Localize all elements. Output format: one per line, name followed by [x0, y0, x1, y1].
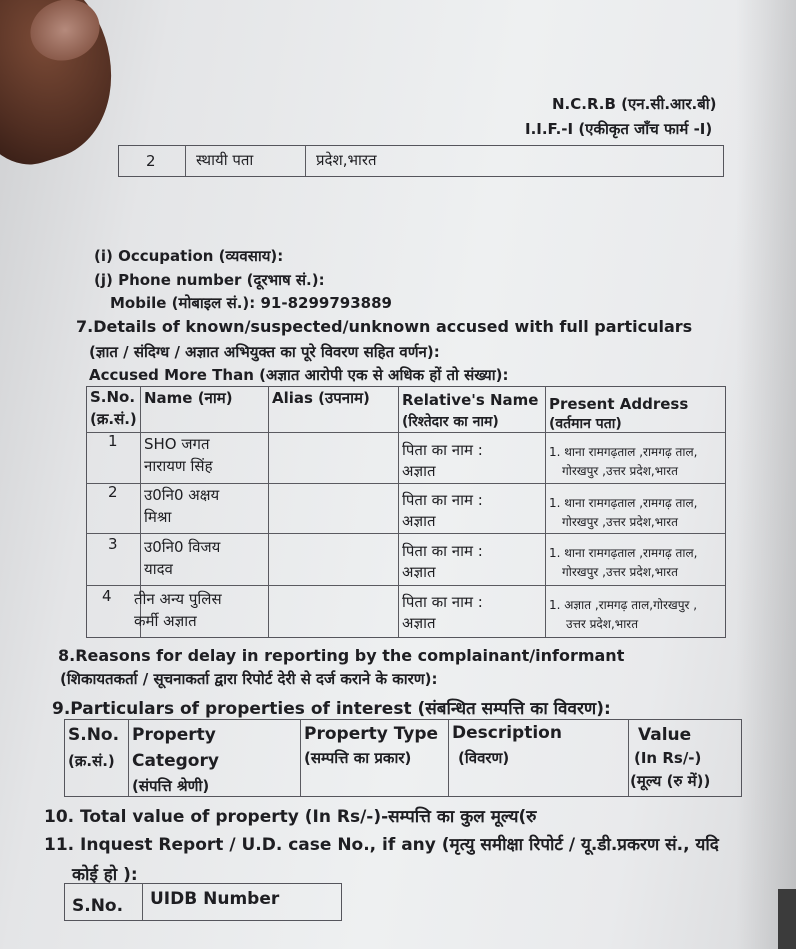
occupation-label: (i) Occupation (व्यवसाय):: [94, 247, 284, 265]
row4-name-2: कर्मी अज्ञात: [134, 612, 197, 630]
row1-name: SHO जगत: [144, 435, 210, 453]
value-header: Value: [638, 725, 692, 745]
property-col-rule: [628, 719, 629, 796]
table-rule: [86, 432, 725, 433]
paper-shadow: [736, 0, 796, 949]
address-row-label: स्थायी पता: [196, 151, 254, 169]
row2-sno: 2: [108, 483, 118, 501]
row4-sno: 4: [102, 587, 112, 605]
section11-title-2: कोई हो ):: [72, 865, 138, 885]
row2-relative-2: अज्ञात: [402, 512, 436, 530]
mobile-number: Mobile (मोबाइल सं.): 91-8299793889: [110, 294, 392, 312]
table-col-rule: [545, 386, 546, 637]
row1-relative: पिता का नाम :: [402, 441, 483, 459]
property-category-header-2: Category: [132, 751, 219, 771]
col-relative-header: Relative's Name: [402, 391, 539, 409]
property-col-rule: [300, 719, 301, 796]
section8-subtitle: (शिकायतकर्ता / सूचनाकर्ता द्वारा रिपोर्ट देरी से दर्ज कराने के कारण):: [60, 670, 438, 688]
section9-title: 9.Particulars of properties of interest (संबन्धित सम्पत्ति का विवरण):: [52, 699, 611, 719]
row3-relative: पिता का नाम :: [402, 542, 483, 560]
row1-relative-2: अज्ञात: [402, 462, 436, 480]
row1-address-2: गोरखपुर ,उत्तर प्रदेश,भारत: [562, 464, 678, 478]
row4-relative: पिता का नाम :: [402, 593, 483, 611]
table-col-rule: [268, 386, 269, 637]
table-rule: [86, 585, 725, 586]
row2-name-2: मिश्रा: [144, 508, 172, 526]
section10-title: 10. Total value of property (In Rs/-)-सम्पत्ति का कुल मूल्य(रु: [44, 807, 537, 827]
property-type-header: Property Type: [304, 724, 439, 744]
row3-sno: 3: [108, 535, 118, 553]
row2-address-2: गोरखपुर ,उत्तर प्रदेश,भारत: [562, 515, 678, 529]
col-address-header-hi: (वर्तमान पता): [549, 416, 622, 432]
property-type-header-hi: (सम्पत्ति का प्रकार): [304, 749, 412, 767]
ncrb-heading: N.C.R.B (एन.सी.आर.बी): [552, 95, 717, 113]
row3-name-2: यादव: [144, 560, 173, 578]
col-sno-header: S.No.: [90, 388, 136, 406]
section8-title: 8.Reasons for delay in reporting by the complainant/informant: [58, 646, 625, 665]
table-rule: [86, 483, 725, 484]
description-header-hi: (विवरण): [458, 749, 510, 767]
row2-relative: पिता का नाम :: [402, 491, 483, 509]
row1-address: 1. थाना रामगढ़ताल ,रामगढ़ ताल,: [549, 445, 698, 459]
row1-name-2: नारायण सिंह: [144, 457, 213, 475]
property-sno-header-hi: (क्र.सं.): [68, 752, 115, 770]
col-sno-header-hi: (क्र.सं.): [90, 410, 137, 428]
table-col-rule: [398, 386, 399, 637]
description-header: Description: [452, 723, 562, 743]
row4-relative-2: अज्ञात: [402, 614, 436, 632]
form-heading: I.I.F.-I (एकीकृत जाँच फार्म -I): [525, 120, 713, 138]
property-category-header-hi: (संपत्ति श्रेणी): [132, 777, 210, 795]
row4-address-2: उत्तर प्रदेश,भारत: [566, 617, 639, 631]
uidb-col-rule: [142, 883, 143, 920]
address-divider: [305, 145, 306, 176]
col-relative-header-hi: (रिश्तेदार का नाम): [402, 414, 499, 430]
address-divider: [185, 145, 186, 176]
address-row-number: 2: [146, 152, 156, 170]
section7-subtitle: (ज्ञात / संदिग्ध / अज्ञात अभियुक्त का पूरे विवरण सहित वर्णन):: [89, 343, 440, 361]
property-col-rule: [448, 719, 449, 796]
row1-sno: 1: [108, 432, 118, 450]
row3-address-2: गोरखपुर ,उत्तर प्रदेश,भारत: [562, 565, 678, 579]
uidb-sno-header: S.No.: [72, 896, 124, 916]
property-col-rule: [128, 719, 129, 796]
row3-address: 1. थाना रामगढ़ताल ,रामगढ़ ताल,: [549, 546, 698, 560]
row4-address: 1. अज्ञात ,रामगढ़ ताल,गोरखपुर ,: [549, 598, 698, 612]
address-row-value: प्रदेश,भारत: [316, 151, 377, 169]
uidb-number-header: UIDB Number: [150, 889, 280, 909]
row3-relative-2: अज्ञात: [402, 563, 436, 581]
table-rule: [86, 533, 725, 534]
property-category-header: Property: [132, 725, 216, 745]
section7-title: 7.Details of known/suspected/unknown accused with full particulars: [76, 317, 693, 336]
row3-name: उ0नि0 विजय: [144, 538, 221, 556]
row2-address: 1. थाना रामगढ़ताल ,रामगढ़ ताल,: [549, 496, 698, 510]
value-header-unit: (In Rs/-): [634, 749, 702, 767]
row4-name: तीन अन्य पुलिस: [134, 590, 222, 608]
corner-bar: [778, 889, 796, 949]
value-header-hi: (मूल्य (रु में)): [630, 772, 711, 790]
row2-name: उ0नि0 अक्षय: [144, 486, 220, 504]
section11-title: 11. Inquest Report / U.D. case No., if any (मृत्यु समीक्षा रिपोर्ट / यू.डी.प्रकरण सं., यदि: [44, 835, 719, 855]
accused-count-line: Accused More Than (अज्ञात आरोपी एक से अधिक हों तो संख्या):: [89, 366, 509, 384]
col-address-header: Present Address: [549, 395, 689, 413]
col-alias-header: Alias (उपनाम): [272, 389, 370, 407]
phone-label: (j) Phone number (दूरभाष सं.):: [94, 271, 325, 289]
col-name-header: Name (नाम): [144, 389, 233, 407]
property-sno-header: S.No.: [68, 725, 120, 745]
